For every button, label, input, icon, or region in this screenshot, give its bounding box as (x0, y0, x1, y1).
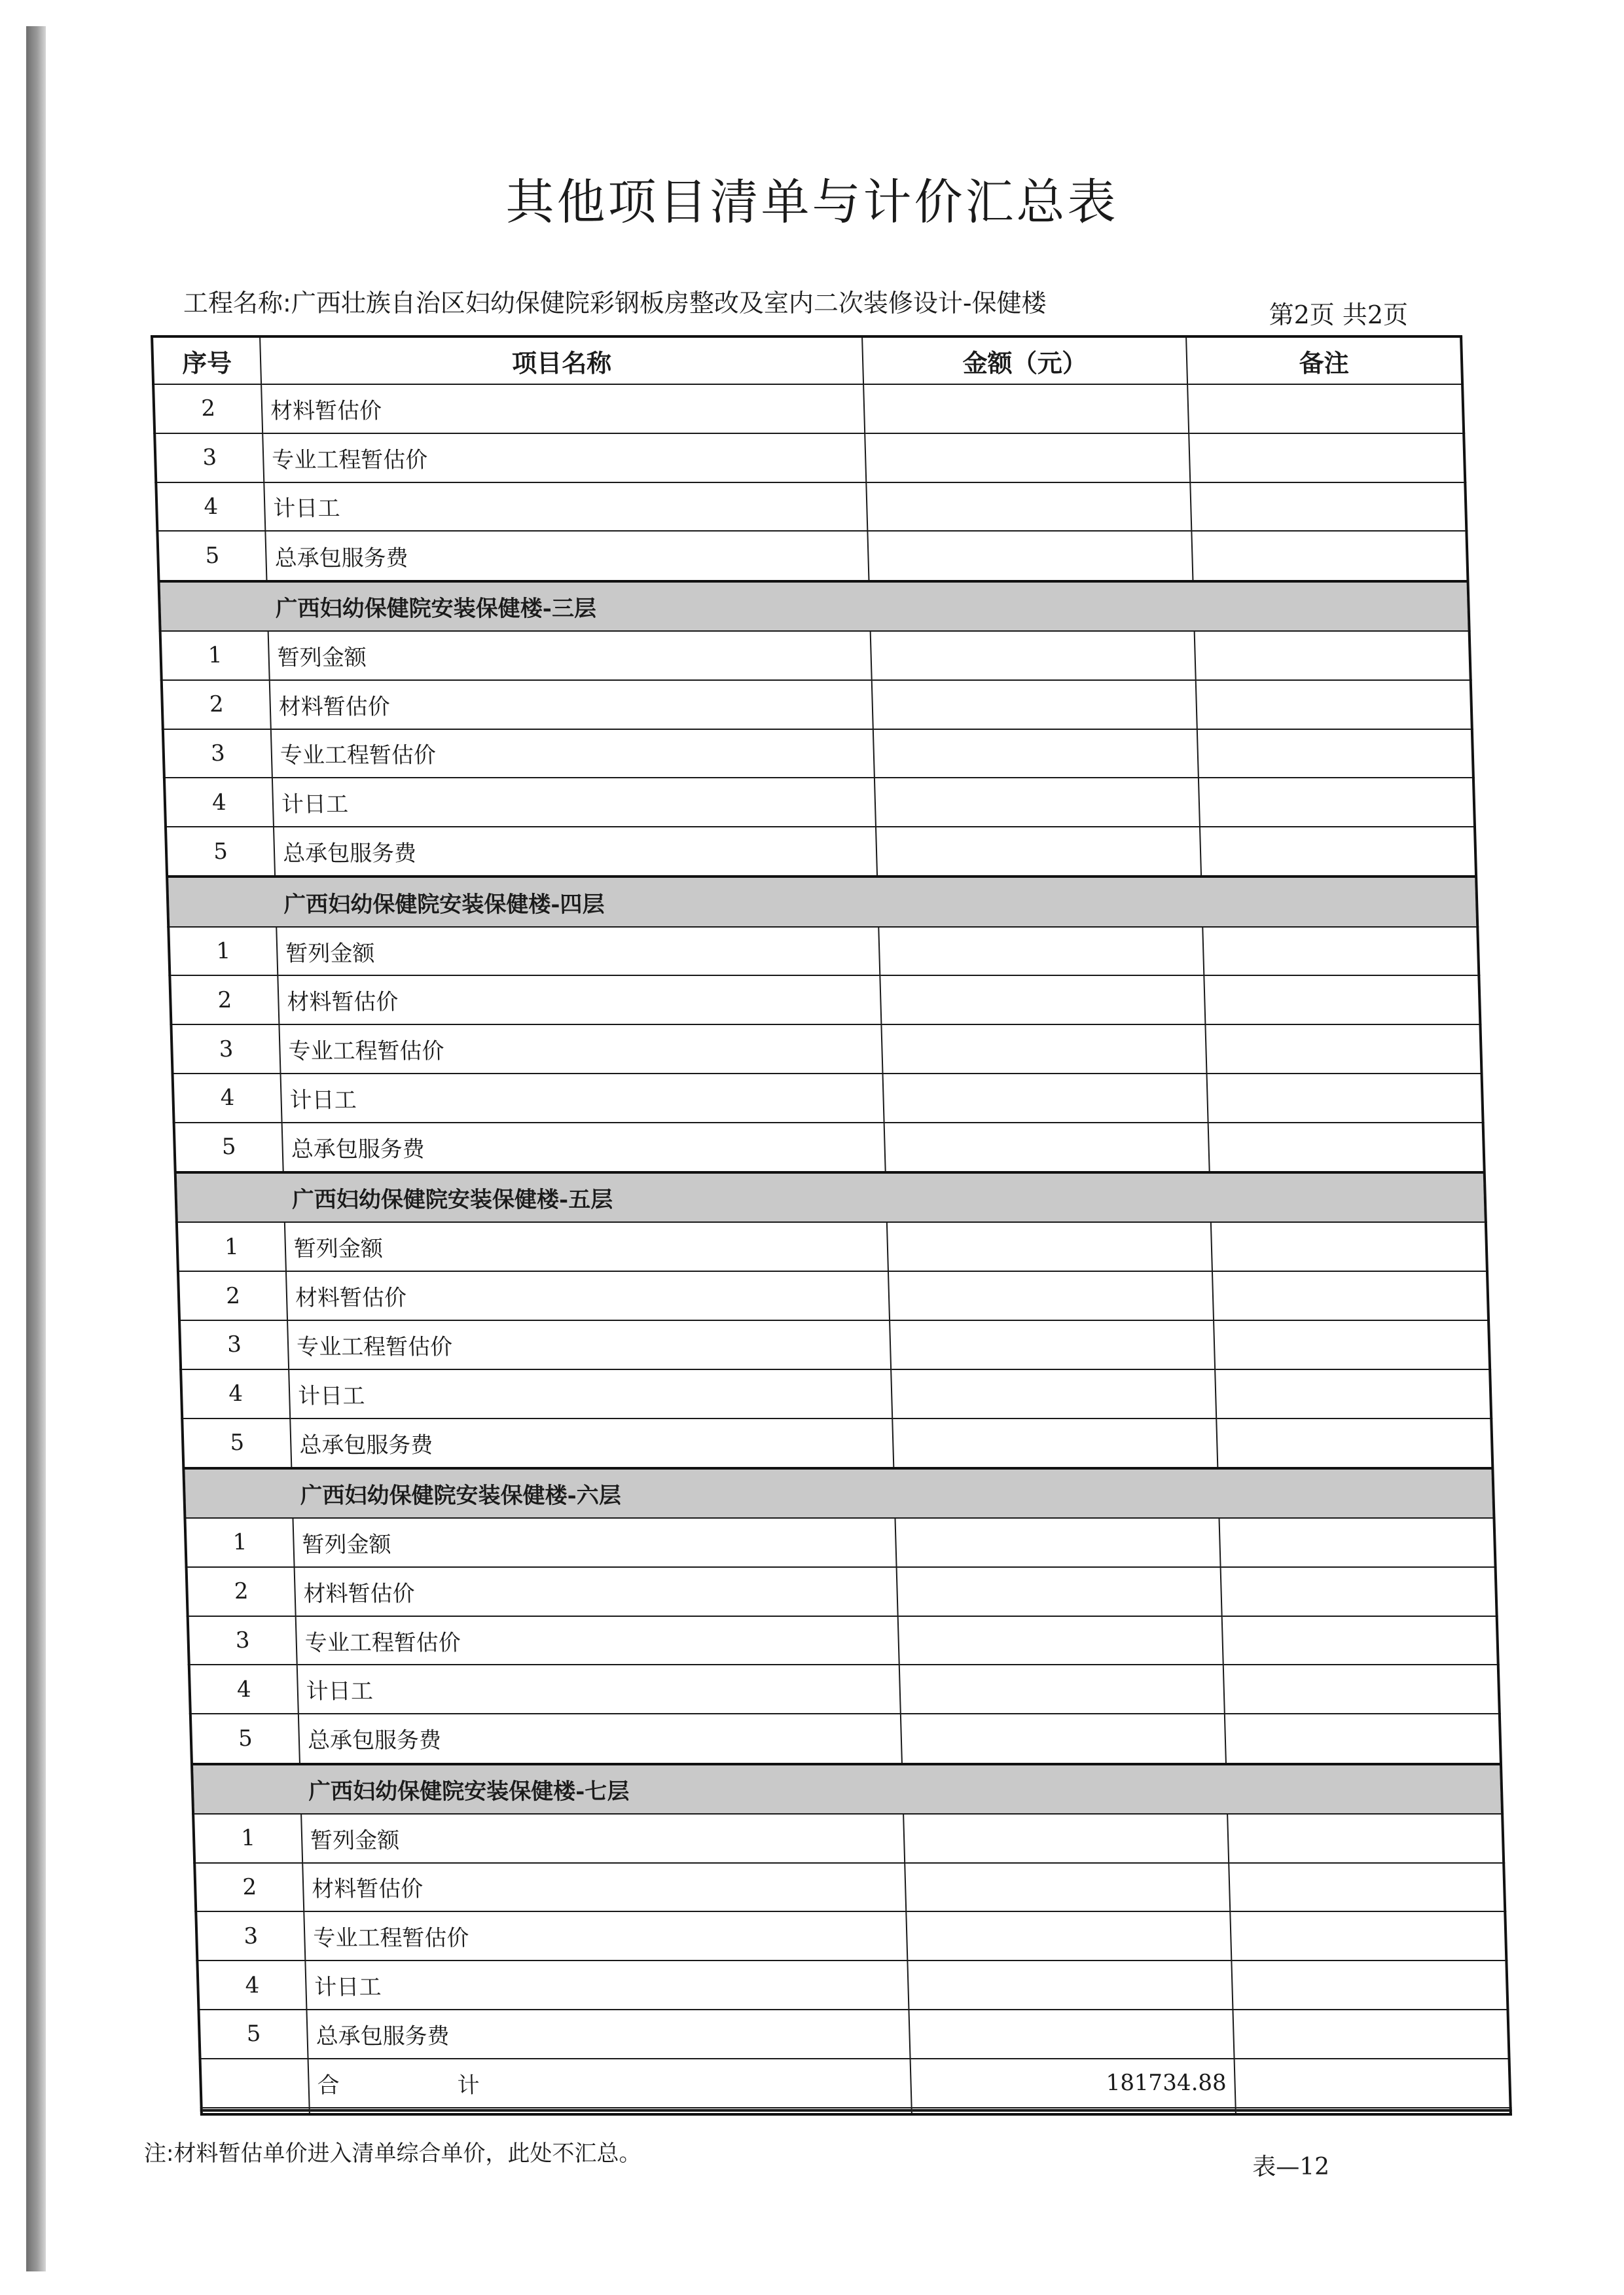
table-body (153, 384, 1511, 2114)
row-name: 专业工程暂估价 (271, 729, 875, 778)
row-name: 暂列金额 (293, 1518, 896, 1567)
row-name: 专业工程暂估价 (279, 1024, 882, 1074)
row-remark (1215, 1369, 1491, 1419)
row-index: 4 (156, 482, 265, 532)
row-name: 总承包服务费 (265, 531, 869, 581)
total-row (200, 2059, 1511, 2108)
blank-row (202, 2111, 1511, 2114)
row-remark (1204, 975, 1480, 1024)
header-index: 序号 (152, 336, 261, 384)
table-row (153, 384, 1464, 433)
row-name: 材料暂估价 (261, 384, 865, 433)
table-row (196, 1911, 1506, 1961)
row-index: 3 (179, 1320, 289, 1369)
row-index: 1 (185, 1518, 294, 1567)
row-amount (876, 827, 1201, 876)
table-row (164, 778, 1475, 827)
row-name: 总承包服务费 (282, 1123, 886, 1172)
row-index: 3 (154, 433, 264, 482)
table-row (162, 680, 1472, 729)
row-amount (897, 1567, 1222, 1616)
row-remark (1229, 1863, 1505, 1912)
row-amount (875, 778, 1200, 827)
table-row (157, 531, 1468, 581)
row-index: 3 (196, 1911, 305, 1961)
table-row (190, 1714, 1501, 1763)
total-label-right: 计 (457, 2072, 480, 2099)
row-index: 3 (188, 1616, 297, 1665)
blank-cell (912, 2111, 1236, 2114)
row-name: 总承包服务费 (274, 827, 877, 876)
section-row (183, 1468, 1494, 1518)
row-remark (1221, 1567, 1497, 1616)
table-row (170, 975, 1480, 1024)
row-amount (907, 1961, 1233, 2010)
row-index: 2 (194, 1863, 304, 1912)
row-index: 5 (174, 1123, 283, 1172)
row-index: 1 (177, 1222, 286, 1271)
row-amount (890, 1320, 1215, 1369)
table-row (156, 482, 1466, 532)
row-amount (866, 482, 1191, 532)
table-row (197, 1961, 1507, 2010)
row-amount (871, 631, 1196, 680)
row-index: 5 (198, 2010, 308, 2059)
total-index (200, 2059, 310, 2108)
row-remark (1225, 1714, 1501, 1763)
row-index: 5 (157, 531, 266, 581)
section-row (192, 1764, 1502, 1814)
table-row (198, 2010, 1509, 2059)
row-index: 3 (171, 1024, 280, 1074)
row-name: 总承包服务费 (306, 2010, 910, 2059)
row-index: 5 (166, 827, 275, 876)
page-title: 其他项目清单与计价汇总表 (505, 174, 1119, 230)
section-row (167, 876, 1477, 926)
row-index: 5 (182, 1419, 291, 1468)
row-index: 1 (193, 1814, 302, 1863)
section-title: 广西妇幼保健院安装保健楼-七层 (192, 1764, 1502, 1814)
table-row (185, 1518, 1495, 1567)
row-name: 计日工 (281, 1074, 884, 1123)
row-name: 总承包服务费 (290, 1419, 893, 1468)
row-remark (1187, 384, 1464, 433)
table-row (160, 631, 1471, 680)
table-row (187, 1567, 1497, 1616)
row-remark (1222, 1616, 1498, 1665)
row-index: 2 (187, 1567, 296, 1616)
row-index: 4 (173, 1074, 282, 1123)
table-row (173, 1074, 1483, 1123)
row-amount (873, 729, 1199, 778)
row-name: 材料暂估价 (270, 680, 873, 729)
items-table (151, 335, 1512, 2116)
row-index: 2 (153, 384, 262, 433)
table-row (181, 1369, 1491, 1419)
row-remark (1230, 1911, 1506, 1961)
row-amount (906, 1911, 1231, 1961)
total-remark (1235, 2059, 1511, 2108)
row-amount (884, 1123, 1210, 1172)
row-remark (1231, 1961, 1507, 2010)
section-title: 广西妇幼保健院安装保健楼-三层 (158, 581, 1469, 631)
row-index: 1 (168, 927, 278, 976)
row-remark (1202, 927, 1479, 976)
row-name: 专业工程暂估价 (296, 1616, 899, 1665)
row-name: 计日工 (305, 1961, 909, 2010)
blank-cell (202, 2111, 310, 2114)
row-remark (1197, 729, 1473, 778)
row-amount (863, 384, 1189, 433)
row-name: 计日工 (297, 1665, 901, 1714)
row-index: 5 (190, 1714, 300, 1763)
row-remark (1219, 1518, 1495, 1567)
row-index: 4 (181, 1369, 290, 1419)
row-amount (901, 1714, 1226, 1763)
row-index: 3 (163, 729, 272, 778)
section-title: 广西妇幼保健院安装保健楼-六层 (183, 1468, 1494, 1518)
row-name: 暂列金额 (301, 1814, 905, 1863)
row-remark (1216, 1419, 1492, 1468)
blank-cell (1236, 2111, 1511, 2114)
page-info: 第2页 共2页 (1269, 300, 1408, 329)
row-remark (1196, 680, 1472, 729)
row-index: 4 (164, 778, 274, 827)
section-row (158, 581, 1469, 631)
row-remark (1200, 827, 1476, 876)
row-index: 2 (162, 680, 271, 729)
row-amount (898, 1616, 1223, 1665)
row-name: 材料暂估价 (286, 1271, 890, 1320)
section-title: 广西妇幼保健院安装保健楼-五层 (175, 1172, 1486, 1222)
row-name: 计日工 (264, 482, 867, 532)
row-name: 专业工程暂估价 (304, 1911, 907, 1961)
row-name: 总承包服务费 (298, 1714, 902, 1763)
row-amount (899, 1665, 1225, 1714)
row-remark (1227, 1814, 1504, 1863)
row-remark (1199, 778, 1475, 827)
row-amount (881, 1024, 1206, 1074)
row-index: 2 (178, 1271, 287, 1320)
row-remark (1233, 2010, 1509, 2059)
row-amount (878, 927, 1204, 976)
row-index: 4 (189, 1665, 298, 1714)
row-remark (1211, 1222, 1487, 1271)
table-row (179, 1320, 1490, 1369)
project-line (183, 283, 1047, 319)
row-amount (891, 1369, 1216, 1419)
section-row (175, 1172, 1486, 1222)
total-label-left: 合 (317, 2072, 340, 2099)
row-remark (1191, 531, 1468, 581)
row-remark (1189, 433, 1465, 482)
table-row (189, 1665, 1500, 1714)
row-amount (895, 1518, 1220, 1567)
table-code: 表—12 (1252, 2154, 1329, 2180)
table-row (182, 1419, 1492, 1468)
row-index: 4 (197, 1961, 306, 2010)
row-remark (1214, 1320, 1490, 1369)
row-amount (887, 1222, 1212, 1271)
row-name: 计日工 (289, 1369, 892, 1419)
table-row (171, 1024, 1481, 1074)
table-row (188, 1616, 1498, 1665)
row-amount (883, 1074, 1208, 1123)
table-row (194, 1863, 1505, 1912)
row-name: 材料暂估价 (302, 1863, 906, 1912)
total-amount: 181734.88 (911, 2059, 1236, 2108)
header-row (152, 336, 1462, 384)
row-amount (865, 433, 1190, 482)
table-row (177, 1222, 1487, 1271)
row-amount (909, 2010, 1234, 2059)
header-name: 项目名称 (260, 336, 863, 384)
row-name: 专业工程暂估价 (287, 1320, 891, 1369)
row-amount (888, 1271, 1214, 1320)
row-remark (1195, 631, 1471, 680)
table-row (163, 729, 1473, 778)
row-remark (1212, 1271, 1489, 1320)
row-remark (1207, 1074, 1483, 1123)
section-title: 广西妇幼保健院安装保健楼-四层 (167, 876, 1477, 926)
row-remark (1205, 1024, 1481, 1074)
blank-cell (310, 2111, 912, 2114)
row-remark (1223, 1665, 1500, 1714)
row-remark (1190, 482, 1466, 532)
row-name: 暂列金额 (285, 1222, 888, 1271)
table-row (168, 927, 1479, 976)
table-row (154, 433, 1465, 482)
scan-edge (26, 26, 46, 2271)
row-remark (1208, 1123, 1485, 1172)
header-remark: 备注 (1186, 336, 1462, 384)
table-row (193, 1814, 1504, 1863)
footnote: 注:材料暂估单价进入清单综合单价，此处不汇总。 (144, 2141, 641, 2167)
row-amount (905, 1863, 1230, 1912)
total-label (308, 2059, 912, 2108)
row-index: 2 (170, 975, 279, 1024)
row-name: 材料暂估价 (295, 1567, 898, 1616)
table-row (166, 827, 1476, 876)
row-name: 材料暂估价 (278, 975, 881, 1024)
row-amount (892, 1419, 1218, 1468)
table-row (178, 1271, 1489, 1320)
row-index: 1 (160, 631, 270, 680)
row-amount (867, 531, 1193, 581)
row-name: 计日工 (272, 778, 876, 827)
project-label: 工程名称: (183, 289, 291, 317)
row-name: 暂列金额 (276, 927, 880, 976)
project-name: 广西壮族自治区妇幼保健院彩钢板房整改及室内二次装修设计-保健楼 (291, 289, 1047, 317)
row-amount (872, 680, 1197, 729)
row-amount (903, 1814, 1229, 1863)
row-name: 专业工程暂估价 (262, 433, 866, 482)
row-amount (880, 975, 1205, 1024)
table-row (174, 1123, 1485, 1172)
header-amount: 金额（元） (862, 336, 1187, 384)
row-name: 暂列金额 (268, 631, 872, 680)
